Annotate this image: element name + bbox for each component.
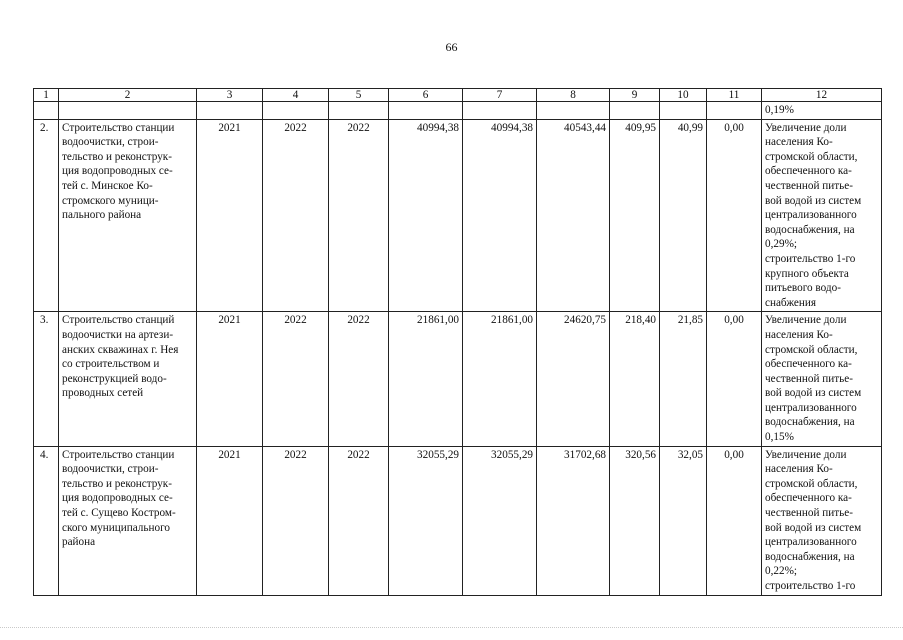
table-row: [34, 312, 882, 446]
continuation-row: [34, 102, 882, 120]
project-name-cell: Строительство станций водоочистки на артези- анских скважинах г. Нея со строительством и реконструкцией водо- проводных сетей: [59, 312, 197, 446]
column-header: 1: [34, 89, 59, 102]
table-cell: [707, 102, 762, 120]
amount-cell: 32,05: [660, 446, 707, 595]
table-cell: [389, 102, 463, 120]
result-cell: 0,19%: [762, 102, 882, 120]
amount-cell: 40994,38: [463, 119, 537, 312]
table-cell: [610, 102, 660, 120]
row-number: 3.: [34, 312, 59, 446]
table-cell: [59, 102, 197, 120]
amount-cell: 21861,00: [463, 312, 537, 446]
program-table: [33, 88, 882, 596]
year-cell: 2022: [329, 446, 389, 595]
table-cell: [329, 102, 389, 120]
row-number: 2.: [34, 119, 59, 312]
amount-cell: 31702,68: [537, 446, 610, 595]
table-cell: [263, 102, 329, 120]
result-cell: Увеличение доли населения Ко- стромской области, обеспеченного ка- чественной питье- вой водой из систем централизованного водоснабжения, на 0,29%; строительство 1-го крупного объекта питьевого водо- снабжения: [762, 119, 882, 312]
column-header: 8: [537, 89, 610, 102]
table-cell: [660, 102, 707, 120]
amount-cell: 0,00: [707, 446, 762, 595]
start-year-cell: 2021: [197, 446, 263, 595]
column-header: 7: [463, 89, 537, 102]
amount-cell: 32055,29: [389, 446, 463, 595]
project-name-cell: Строительство станции водоочистки, строи- тельство и реконструк- ция водопроводных се- тей с. Сущево Костром- ского муниципального района: [59, 446, 197, 595]
column-header: 3: [197, 89, 263, 102]
result-cell: Увеличение доли населения Ко- стромской области, обеспеченного ка- чественной питье- вой водой из систем централизованного водоснабжения, на 0,22%; строительство 1-го: [762, 446, 882, 595]
column-header: 6: [389, 89, 463, 102]
column-header: 5: [329, 89, 389, 102]
amount-cell: 0,00: [707, 312, 762, 446]
project-name-cell: Строительство станции водоочистки, строи- тельство и реконструк- ция водопроводных се- тей с. Минское Ко- стромского муници- пального района: [59, 119, 197, 312]
table-cell: [197, 102, 263, 120]
end-year-cell: 2022: [263, 312, 329, 446]
year-cell: 2022: [329, 312, 389, 446]
table-row: [34, 446, 882, 595]
end-year-cell: 2022: [263, 446, 329, 595]
column-number-row: [34, 89, 882, 102]
amount-cell: 0,00: [707, 119, 762, 312]
amount-cell: 32055,29: [463, 446, 537, 595]
start-year-cell: 2021: [197, 312, 263, 446]
amount-cell: 409,95: [610, 119, 660, 312]
amount-cell: 40994,38: [389, 119, 463, 312]
column-header: 9: [610, 89, 660, 102]
result-cell: Увеличение доли населения Ко- стромской области, обеспеченного ка- чественной питье- вой водой из систем централизованного водоснабжения, на 0,15%: [762, 312, 882, 446]
amount-cell: 21861,00: [389, 312, 463, 446]
column-header: 2: [59, 89, 197, 102]
amount-cell: 21,85: [660, 312, 707, 446]
amount-cell: 320,56: [610, 446, 660, 595]
column-header: 4: [263, 89, 329, 102]
page-edge-line: [0, 627, 903, 628]
table-cell: [463, 102, 537, 120]
amount-cell: 24620,75: [537, 312, 610, 446]
table-row: [34, 119, 882, 312]
column-header: 12: [762, 89, 882, 102]
column-header: 10: [660, 89, 707, 102]
end-year-cell: 2022: [263, 119, 329, 312]
amount-cell: 40,99: [660, 119, 707, 312]
year-cell: 2022: [329, 119, 389, 312]
table-cell: [34, 102, 59, 120]
amount-cell: 40543,44: [537, 119, 610, 312]
table-cell: [537, 102, 610, 120]
row-number: 4.: [34, 446, 59, 595]
amount-cell: 218,40: [610, 312, 660, 446]
column-header: 11: [707, 89, 762, 102]
start-year-cell: 2021: [197, 119, 263, 312]
page-number: 66: [445, 40, 458, 54]
